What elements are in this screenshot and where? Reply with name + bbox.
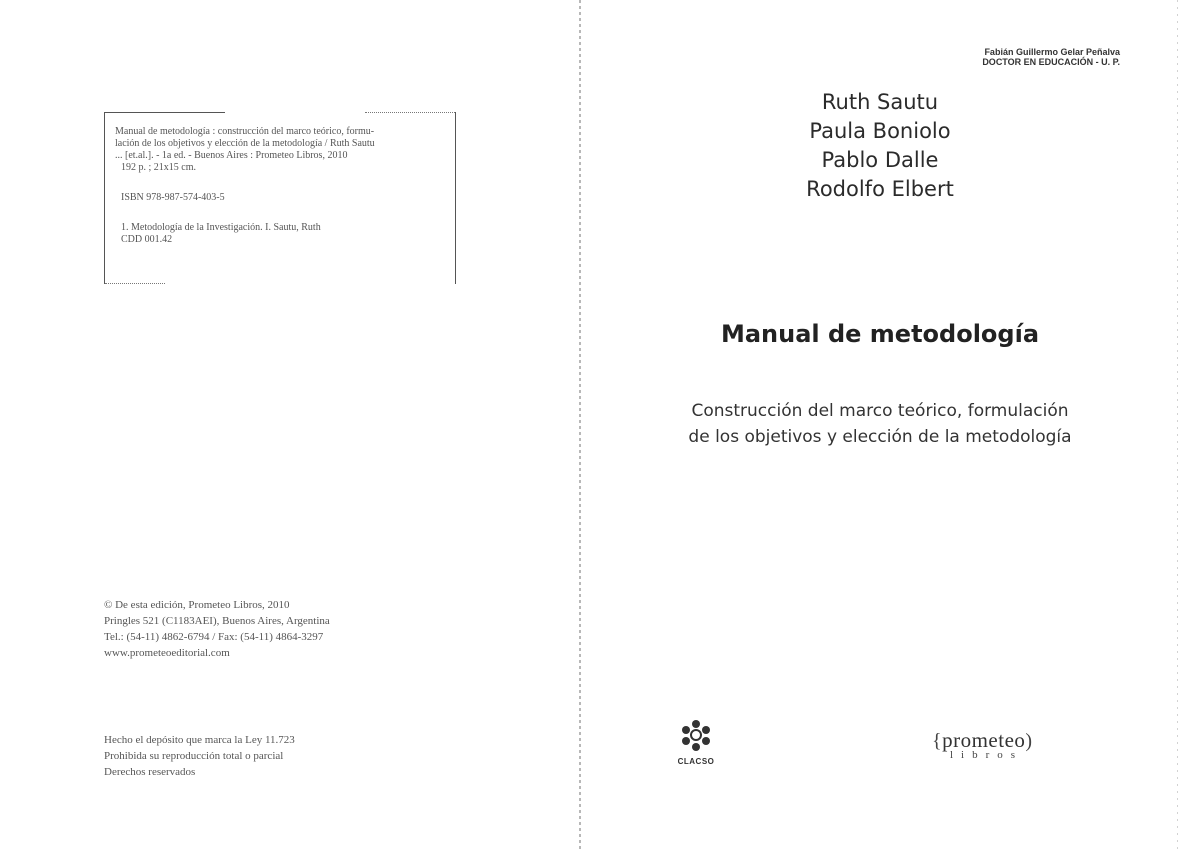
owner-title: DOCTOR EN EDUCACIÓN - U. P. xyxy=(982,57,1120,67)
catalog-line: 1. Metodología de la Investigación. I. Sautu, Ruth xyxy=(121,222,321,233)
imprint-line: Pringles 521 (C1183AEI), Buenos Aires, Argentina xyxy=(104,615,330,627)
catalog-isbn: ISBN 978-987-574-403-5 xyxy=(121,192,225,203)
author-list xyxy=(730,88,1030,204)
legal-block xyxy=(104,732,295,780)
legal-line: Derechos reservados xyxy=(104,766,196,778)
author-name: Pablo Dalle xyxy=(821,148,939,172)
close-brace-icon: ) xyxy=(1025,730,1033,752)
prometeo-name: prometeo xyxy=(942,728,1026,752)
prometeo-sub: libros xyxy=(950,749,1024,761)
catalog-line: Manual de metodología : construcción del marco teórico, formu- xyxy=(115,126,375,137)
legal-line: Hecho el depósito que marca la Ley 11.723 xyxy=(104,734,295,746)
imprint-block xyxy=(104,597,330,661)
book-subtitle xyxy=(640,398,1120,450)
prometeo-logo xyxy=(932,728,1062,761)
catalog-line: 192 p. ; 21x15 cm. xyxy=(121,162,196,173)
author-name: Ruth Sautu xyxy=(821,90,939,114)
catalog-cdd: CDD 001.42 xyxy=(121,234,173,245)
page-edge xyxy=(1177,0,1178,849)
subtitle-line: Construcción del marco teórico, formulación xyxy=(691,401,1069,421)
owner-stamp xyxy=(982,47,1120,67)
clacso-logo-icon xyxy=(679,718,713,752)
catalog-card xyxy=(104,112,456,284)
clacso-logo xyxy=(666,718,726,766)
imprint-line: © De esta edición, Prometeo Libros, 2010 xyxy=(104,599,290,611)
author-name: Paula Boniolo xyxy=(809,119,951,143)
catalog-line: lación de los objetivos y elección de la metodología / Ruth Sautu xyxy=(115,138,375,149)
subtitle-line: de los objetivos y elección de la metodología xyxy=(688,427,1072,447)
left-page xyxy=(0,0,580,849)
book-title: Manual de metodología xyxy=(720,320,1040,348)
open-brace-icon: { xyxy=(932,730,943,752)
legal-line: Prohibida su reproducción total o parcial xyxy=(104,750,284,762)
catalog-line: ... [et.al.]. - 1a ed. - Buenos Aires : Prometeo Libros, 2010 xyxy=(115,150,348,161)
imprint-line: Tel.: (54-11) 4862-6794 / Fax: (54-11) 4864-3297 xyxy=(104,631,324,643)
right-page xyxy=(580,0,1200,849)
owner-name: Fabián Guillermo Gelar Peñalva xyxy=(984,47,1120,57)
clacso-label: CLACSO xyxy=(677,757,715,766)
imprint-website: www.prometeoeditorial.com xyxy=(104,647,230,659)
author-name: Rodolfo Elbert xyxy=(806,177,954,201)
